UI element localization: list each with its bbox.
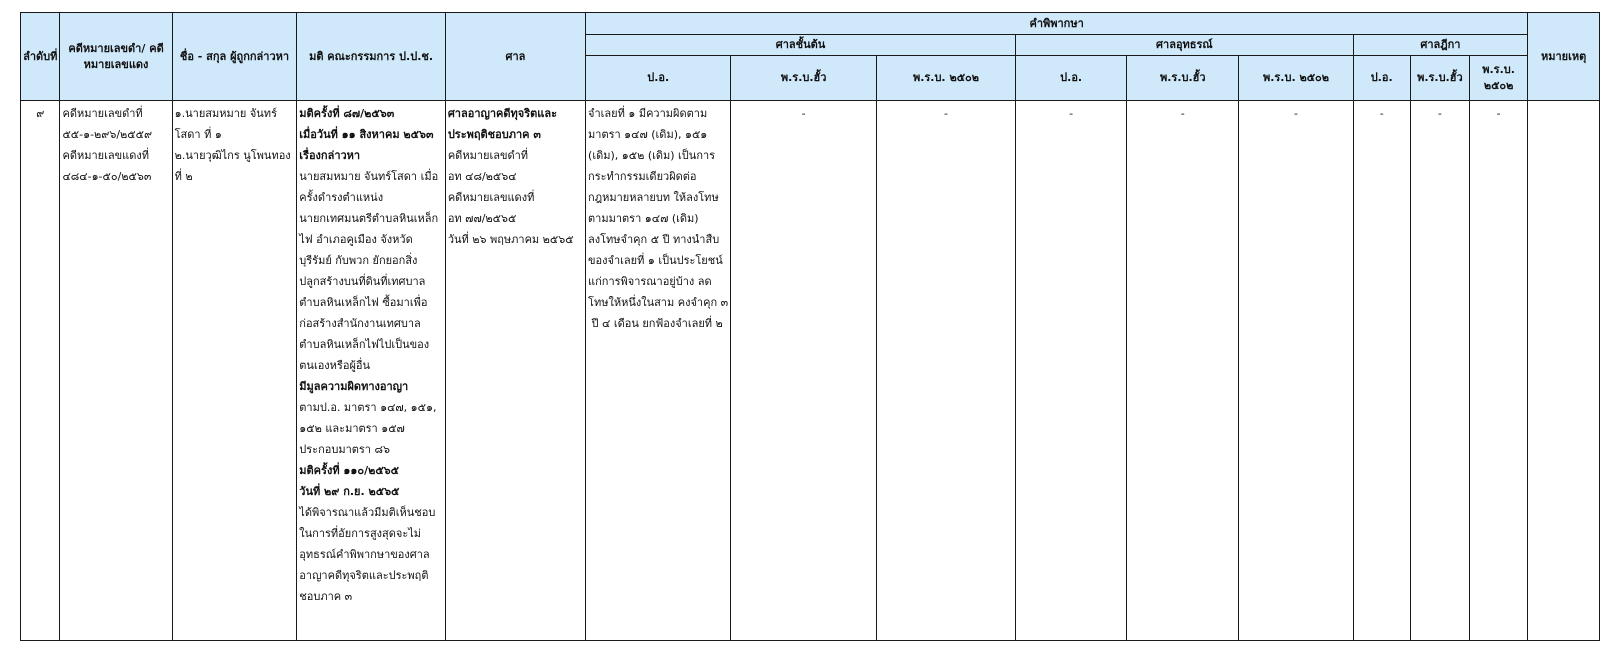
first-penal-line: กฎหมายหลายบท ให้ลงโทษ <box>588 191 719 204</box>
resolution-subject-line: ไฟ อำเภอคูเมือง จังหวัด <box>299 233 413 246</box>
first-penal-line: จำเลยที่ ๑ มีความผิดตาม <box>588 107 708 120</box>
first-penal-line: โทษให้หนึ่งในสาม คงจำคุก ๓ <box>588 296 729 309</box>
resolution-subject-line: ก่อสร้างสำนักงานเทศบาล <box>299 317 421 330</box>
resolution-subject-line: ครั้งดำรงตำแหน่ง <box>299 191 384 204</box>
first-penal-line: ลงโทษจำคุก ๕ ปี ทางนำสืบ <box>588 233 720 246</box>
resolution-meeting-1: มติครั้งที่ ๘๗/๒๕๖๓ <box>299 107 395 120</box>
resolution-date-2: วันที่ ๒๙ ก.ย. ๒๕๖๕ <box>299 485 400 498</box>
header-appeal-act-election: พ.ร.บ.ฮั้ว <box>1127 56 1239 101</box>
resolution-subject-line: นายสมหมาย จันทร์โสดา เมื่อ <box>299 170 439 183</box>
first-penal-line: กระทำกรรมเดียวผิดต่อ <box>588 170 697 183</box>
resolution-subject-line: นายกเทศมนตรีตำบลหินเหล็ก <box>299 212 439 225</box>
first-penal-line: ปี ๔ เดือน ยกฟ้องจำเลยที่ ๒ <box>588 317 723 330</box>
cell-no: ๙ <box>21 101 60 641</box>
cell-court <box>445 101 585 641</box>
header-first-act-2502: พ.ร.บ. ๒๕๐๒ <box>876 56 1015 101</box>
first-penal-line: แก่การพิจารณาอยู่บ้าง ลด <box>588 275 712 288</box>
court-case-line: อท ๔๘/๒๕๖๔ <box>447 170 517 183</box>
resolution-final-line: ในการที่อัยการสูงสุดจะไม่ <box>299 527 422 540</box>
resolution-final-line: ชอบภาค ๓ <box>299 590 353 603</box>
resolution-subject-heading: เรื่องกล่าวหา <box>299 149 361 162</box>
cell-supreme-act-2502: - <box>1469 101 1527 641</box>
cell-appeal-act-2502: - <box>1239 101 1353 641</box>
cell-supreme-penal: - <box>1353 101 1410 641</box>
first-penal-line: มาตรา ๑๔๗ (เดิม), ๑๕๑ <box>588 128 708 141</box>
resolution-subject-line: ตำบลหินเหล็กไฟ ซื้อมาเพื่อ <box>299 296 428 309</box>
cell-supreme-act-election: - <box>1410 101 1469 641</box>
resolution-finding-line: ประกอบมาตรา ๘๖ <box>299 443 390 456</box>
table-row <box>21 101 1600 641</box>
header-supreme-act-election: พ.ร.บ.ฮั้ว <box>1410 56 1469 101</box>
header-row-1 <box>21 13 1600 35</box>
accused-line: ที่ ๒ <box>174 170 193 183</box>
header-supreme-act-2502: พ.ร.บ. ๒๕๐๒ <box>1469 56 1527 101</box>
cell-first-act-2502: - <box>876 101 1015 641</box>
header-nacc-resolution: มติ คณะกรรมการ ป.ป.ช. <box>297 13 446 101</box>
court-name-line: ศาลอาญาคดีทุจริตและ <box>447 107 558 120</box>
header-first-act-election: พ.ร.บ.ฮั้ว <box>731 56 876 101</box>
resolution-subject-line: ตำบลหินเหล็กไฟไปเป็นของ <box>299 338 430 351</box>
cell-nacc-resolution <box>297 101 446 641</box>
resolution-finding-line: ตามป.อ. มาตรา ๑๔๗, ๑๕๑, <box>299 401 437 414</box>
header-court: ศาล <box>445 13 585 101</box>
resolution-subject-line: ตนเองหรือผู้อื่น <box>299 359 371 372</box>
header-court-appeal: ศาลอุทธรณ์ <box>1016 35 1354 56</box>
accused-line: ๑.นายสมหมาย จันทร์ <box>174 107 277 120</box>
accused-line: ๒.นายวุฒิไกร นูโพนทอง <box>174 149 291 162</box>
header-accused: ชื่อ - สกุล ผู้ถูกกล่าวหา <box>172 13 297 101</box>
header-appeal-act-2502: พ.ร.บ. ๒๕๐๒ <box>1239 56 1353 101</box>
resolution-finding-line: ๑๕๒ และมาตรา ๑๕๗ <box>299 422 405 435</box>
accused-line: โสดา ที่ ๑ <box>174 128 222 141</box>
cell-appeal-penal: - <box>1016 101 1127 641</box>
first-penal-line: (เดิม), ๑๕๒ (เดิม) เป็นการ <box>588 149 716 162</box>
case-line: คดีหมายเลขดำที่ <box>62 107 143 120</box>
header-judgment: คำพิพากษา <box>586 13 1528 35</box>
cell-first-penal <box>586 101 731 641</box>
cell-accused <box>172 101 297 641</box>
case-line: ๔๘๔-๑-๕๐/๒๕๖๓ <box>62 170 152 183</box>
resolution-meeting-2: มติครั้งที่ ๑๑๐/๒๕๖๕ <box>299 464 399 477</box>
header-court-supreme: ศาลฎีกา <box>1353 35 1528 56</box>
first-penal-line: ตามมาตรา ๑๔๗ (เดิม) <box>588 212 699 225</box>
court-case-line: คดีหมายเลขดำที่ <box>447 149 529 162</box>
header-appeal-penal: ป.อ. <box>1016 56 1127 101</box>
resolution-subject-line: ปลูกสร้างบนที่ดินที่เทศบาล <box>299 275 426 288</box>
resolution-subject-line: บุรีรัมย์ กับพวก ยักยอกสิ่ง <box>299 254 418 267</box>
resolution-date-1: เมื่อวันที่ ๑๑ สิงหาคม ๒๕๖๓ <box>299 128 434 141</box>
header-supreme-penal: ป.อ. <box>1353 56 1410 101</box>
resolution-finding-heading: มีมูลความผิดทางอาญา <box>299 380 409 393</box>
resolution-final-line: ได้พิจารณาแล้วมีมติเห็นชอบ <box>299 506 436 519</box>
header-remark: หมายเหตุ <box>1528 13 1600 101</box>
resolution-final-line: อาญาคดีทุจริตและประพฤติ <box>299 569 429 582</box>
cell-remark <box>1528 101 1600 641</box>
resolution-final-line: อุทธรณ์คำพิพากษาของศาล <box>299 548 430 561</box>
cell-first-act-election: - <box>731 101 876 641</box>
court-name-line: ประพฤติชอบภาค ๓ <box>447 128 541 141</box>
header-no: ลำดับที่ <box>21 13 60 101</box>
first-penal-line: ของจำเลยที่ ๑ เป็นประโยชน์ <box>588 254 723 267</box>
case-table <box>20 12 1600 641</box>
header-first-penal: ป.อ. <box>586 56 731 101</box>
court-case-line: คดีหมายเลขแดงที่ <box>447 191 535 204</box>
header-case-number: คดีหมายเลขดำ/ คดีหมายเลขแดง <box>60 13 172 101</box>
case-line: คดีหมายเลขแดงที่ <box>62 149 149 162</box>
cell-appeal-act-election: - <box>1127 101 1239 641</box>
case-line: ๕๕-๑-๒๙๖/๒๕๕๙ <box>62 128 152 141</box>
court-case-line: วันที่ ๒๖ พฤษภาคม ๒๕๖๕ <box>447 233 574 246</box>
header-court-first-instance: ศาลชั้นต้น <box>586 35 1016 56</box>
court-case-line: อท ๗๗/๒๕๖๕ <box>447 212 517 225</box>
cell-case-number <box>60 101 172 641</box>
